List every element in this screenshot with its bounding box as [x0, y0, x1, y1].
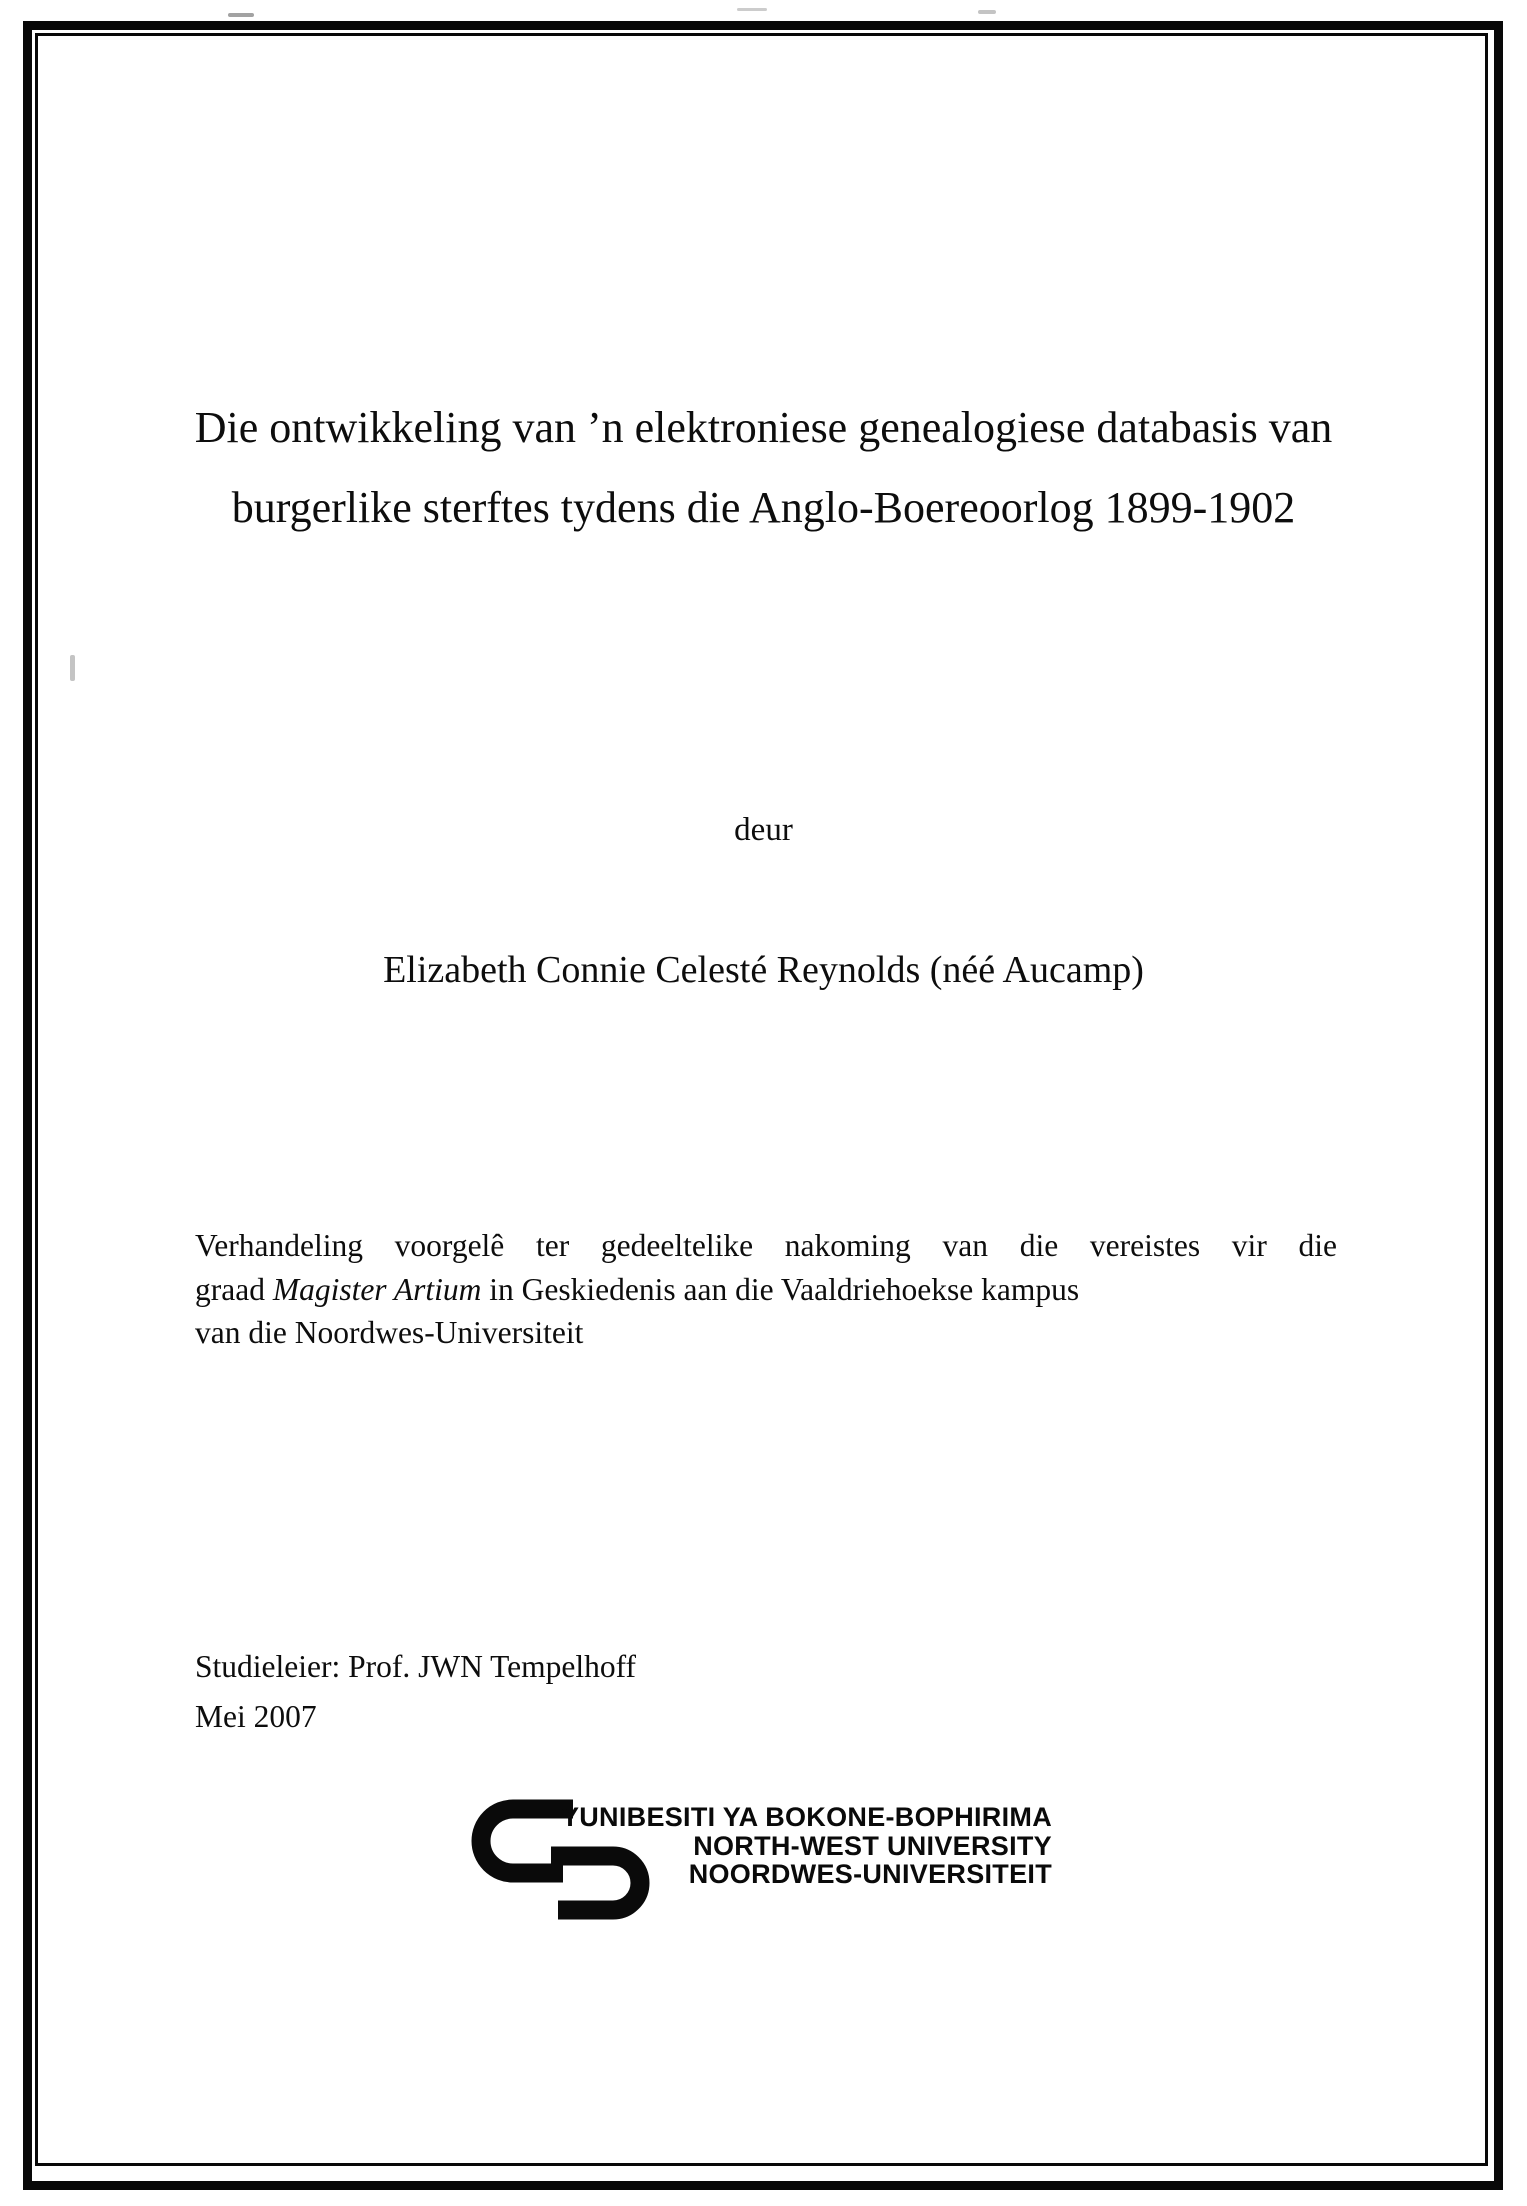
title-line-2: burgerlike sterftes tydens die Anglo-Boereoorlog 1899-1902: [231, 483, 1296, 532]
scan-speck: [70, 655, 75, 681]
supervisor-line: Studieleier: Prof. JWN Tempelhoff: [195, 1649, 637, 1684]
scan-speck: [978, 10, 996, 14]
logo-setswana-name: YUNIBESITI YA BOKONE-BOPHIRIMA: [560, 1802, 1052, 1832]
date-line: Mei 2007: [195, 1699, 317, 1734]
degree-statement: [195, 1224, 1337, 1355]
thesis-title: [95, 388, 1432, 548]
logo-english-name: NORTH-WEST UNIVERSITY: [693, 1830, 1052, 1861]
title-line-1: Die ontwikkeling van ’n elektroniese genealogiese databasis van: [194, 403, 1333, 452]
scan-speck: [228, 13, 254, 17]
supervisor-block: [195, 1642, 636, 1742]
byline-preposition: deur: [734, 812, 793, 848]
degree-name: Magister Artium: [272, 1271, 482, 1307]
scan-speck: [737, 8, 767, 11]
degree-statement-line-2: [195, 1268, 1337, 1312]
degree-statement-line-1: Verhandeling voorgelê ter gedeeltelike nakoming van die vereistes vir die: [195, 1228, 1337, 1263]
author-name: Elizabeth Connie Celesté Reynolds (néé Aucamp): [383, 949, 1144, 991]
degree-statement-line-2-post: in Geskiedenis aan die Vaaldriehoekse kampus: [481, 1271, 1080, 1307]
university-logo-text: [560, 1803, 1052, 1889]
logo-afrikaans-name: NOORDWES-UNIVERSITEIT: [688, 1859, 1052, 1889]
degree-statement-line-2-pre: graad: [195, 1271, 273, 1307]
degree-statement-line-3: van die Noordwes-Universiteit: [195, 1315, 584, 1350]
